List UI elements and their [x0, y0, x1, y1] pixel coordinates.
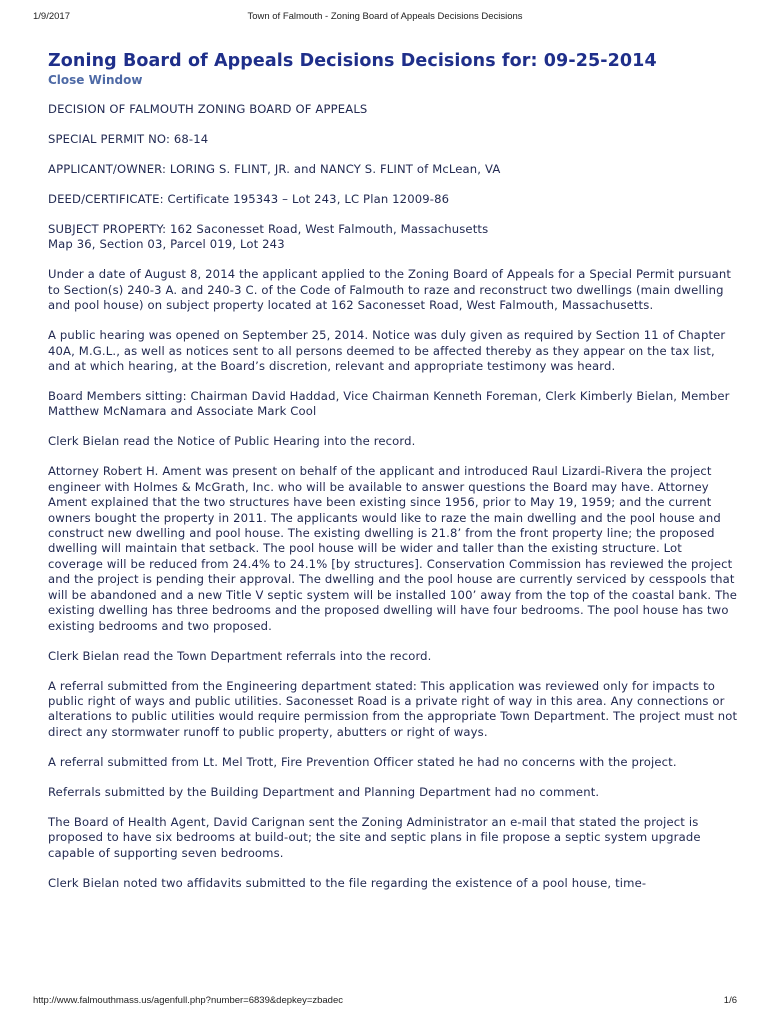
attorney-testimony-paragraph: Attorney Robert H. Ament was present on behalf of the applicant and introduced Raul Lizardi-Rivera the project engineer with Holmes & McGrath, Inc. who will be available to answer questions the Board may have. Attorney Ament explained that the two structures have been existing since 1956, prior to May 19, 1959; and the current owners bought the property in 2011. The applicants would like to raze the main dwelling and the pool house and construct new dwelling and pool house. The existing dwelling is 21.8’ from the front property line; the proposed dwelling will maintain that setback. The pool house will be wider and taller than the existing structure. Lot coverage will be reduced from 24.4% to 24.1% [by structures]. Conservation Commission has reviewed the project and the project is pending their approval. The dwelling and the pool house are currently serviced by cesspools that will be abandoned and a new Title V septic system will be installed 100’ away from the top of the coastal bank. The existing dwelling has three bedrooms and the proposed dwelling will have four bedrooms. The pool house has two existing bedrooms and two proposed. [48, 464, 738, 633]
page-number: 1/6 [723, 995, 737, 1006]
affidavits-paragraph: Clerk Bielan noted two affidavits submitted to the file regarding the existence of a pool house, time- [48, 875, 647, 890]
print-header [0, 11, 770, 25]
subject-property-map: Map 36, Section 03, Parcel 019, Lot 243 [48, 237, 285, 252]
print-footer [0, 995, 770, 1009]
print-page-title: Town of Falmouth - Zoning Board of Appeals Decisions Decisions [247, 11, 523, 22]
referrals-read-paragraph: Clerk Bielan read the Town Department referrals into the record. [48, 648, 432, 663]
document-body [48, 50, 738, 906]
subject-property: SUBJECT PROPERTY: 162 Saconesset Road, West Falmouth, Massachusetts [48, 222, 489, 236]
board-of-health-paragraph: The Board of Health Agent, David Carignan sent the Zoning Administrator an e-mail that stated the project is proposed to have six bedrooms at build-out; the site and septic plans in file propose a septic system upgrade capable of supporting seven bedrooms. [48, 814, 701, 860]
building-planning-referral-paragraph: Referrals submitted by the Building Department and Planning Department had no comment. [48, 784, 600, 799]
application-paragraph: Under a date of August 8, 2014 the applicant applied to the Zoning Board of Appeals for a Special Permit pursuant to Section(s) 240-3 A. and 240-3 C. of the Code of Falmouth to raze and reconstruct two dwellings (main dwelling and pool house) on subject property located at 162 Saconesset Road, West Falmouth, Massachusetts. [48, 267, 732, 313]
notice-read-paragraph: Clerk Bielan read the Notice of Public Hearing into the record. [48, 434, 416, 449]
engineering-referral-paragraph: A referral submitted from the Engineering department stated: This application was reviewed only for impacts to public right of ways and public utilities. Saconesset Road is a private right of way in this area. Any connections or alterations to public utilities would require permission from the appropriate Town Department. The project must not direct any stormwater runoff to public property, abutters or right of ways. [48, 678, 738, 739]
close-window-link[interactable]: Close Window [48, 73, 143, 87]
special-permit-number: SPECIAL PERMIT NO: 68-14 [48, 132, 209, 146]
print-date: 1/9/2017 [33, 11, 70, 22]
decision-title: DECISION OF FALMOUTH ZONING BOARD OF APPEALS [48, 102, 368, 116]
page-title: Zoning Board of Appeals Decisions Decisions for: 09-25-2014 [48, 51, 657, 71]
board-members-paragraph: Board Members sitting: Chairman David Haddad, Vice Chairman Kenneth Foreman, Clerk Kimberly Bielan, Member Matthew McNamara and Associate Mark Cool [48, 389, 730, 419]
deed-certificate: DEED/CERTIFICATE: Certificate 195343 – Lot 243, LC Plan 12009-86 [48, 192, 450, 206]
print-url: http://www.falmouthmass.us/agenfull.php?number=6839&depkey=zbadec [33, 995, 344, 1006]
fire-referral-paragraph: A referral submitted from Lt. Mel Trott, Fire Prevention Officer stated he had no concerns with the project. [48, 754, 677, 769]
public-hearing-paragraph: A public hearing was opened on September 25, 2014. Notice was duly given as required by Section 11 of Chapter 40A, M.G.L., as well as notices sent to all persons deemed to be affected thereby as they appear on the tax list, and at which hearing, at the Board’s discretion, relevant and appropriate testimony was heard. [48, 328, 726, 374]
applicant-owner: APPLICANT/OWNER: LORING S. FLINT, JR. and NANCY S. FLINT of McLean, VA [48, 162, 501, 176]
